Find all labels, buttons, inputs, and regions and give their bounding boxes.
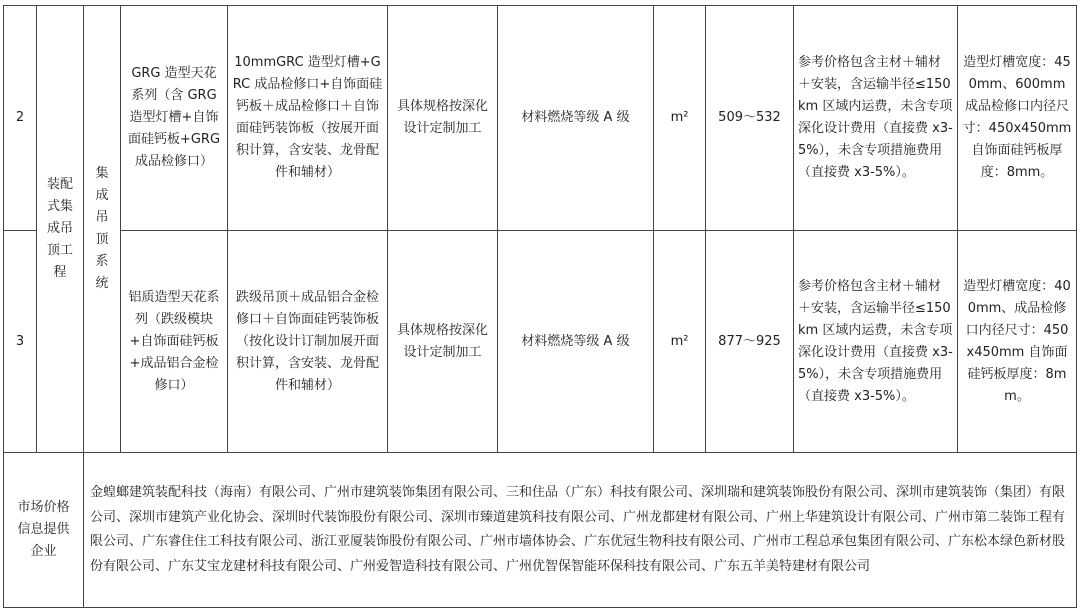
- price-table: [3, 5, 1077, 608]
- item-note: 参考价格包含主材＋辅材＋安装，含运输半径≤150km 区域内运费，未含专项深化设计费用（直接费 x3-5%），未含专项措施费用（直接费 x3-5%）。: [794, 231, 958, 453]
- item-name: 铝质造型天花系列（跌级模块+自饰面硅钙板+成品铝合金检修口）: [121, 231, 228, 453]
- item-remark: 造型灯槽宽度：450mm、600mm 成品检修口内径尺寸：450x450mm 自饰面硅钙板厚度：8mm。: [958, 6, 1077, 231]
- system-category: 集成吊顶系统: [84, 6, 121, 453]
- item-grade: 材料燃烧等级 A 级: [498, 6, 654, 231]
- item-spec: 具体规格按深化设计定制加工: [388, 231, 498, 453]
- item-price: 509～532: [706, 6, 794, 231]
- item-content: 跌级吊顶＋成品铝合金检修口＋自饰面硅钙装饰板（按化设计订制加展开面积计算，含安装、龙骨配件和辅材）: [228, 231, 388, 453]
- row-number: 3: [4, 231, 37, 453]
- company-list: 金蝗螂建筑装配科技（海南）有限公司、广州市建筑装饰集团有限公司、三和住品（广东）科技有限公司、深圳瑞和建筑装饰股份有限公司、深圳市建筑装饰（集团）有限公司、深圳市建筑产业化协会、深圳时代装饰股份有限公司、深圳市臻道建筑科技有限公司、广州龙都建材有限公司、广州上华建筑设计有限公司、广州市第二装饰工程有限公司、广东睿住住工科技有限公司、浙江亚厦装饰股份有限公司、广州市墙体协会、广东优冠生物科技有限公司、广州市工程总承包集团有限公司、广东松本绿色新材股份有限公司、广东艾宝龙建材科技有限公司、广州爱智造科技有限公司、广州优智保智能环保科技有限公司、广东五羊美特建材有限公司: [84, 453, 1077, 608]
- row-number: 2: [4, 6, 37, 231]
- item-price: 877～925: [706, 231, 794, 453]
- table-row: [4, 231, 1077, 453]
- item-unit: m²: [654, 6, 706, 231]
- item-spec: 具体规格按深化设计定制加工: [388, 6, 498, 231]
- item-grade: 材料燃烧等级 A 级: [498, 231, 654, 453]
- footer-label: 市场价格信息提供企业: [4, 453, 84, 608]
- footer-row: [4, 453, 1077, 608]
- item-content: 10mmGRC 造型灯槽+GRC 成品检修口+自饰面硅钙板＋成品检修口＋自饰面硅钙装饰板（按展开面积计算，含安装、龙骨配件和辅材）: [228, 6, 388, 231]
- item-name: GRG 造型天花系列（含 GRG 造型灯槽+自饰面硅钙板+GRG 成品检修口）: [121, 6, 228, 231]
- item-note: 参考价格包含主材＋辅材＋安装，含运输半径≤150km 区域内运费，未含专项深化设计费用（直接费 x3-5%），未含专项措施费用（直接费 x3-5%）。: [794, 6, 958, 231]
- item-remark: 造型灯槽宽度：400mm、成品检修口内径尺寸：450x450mm 自饰面硅钙板厚度：8mm。: [958, 231, 1077, 453]
- project-category: 装配式集成吊顶工程: [37, 6, 84, 453]
- item-unit: m²: [654, 231, 706, 453]
- table-row: [4, 6, 1077, 231]
